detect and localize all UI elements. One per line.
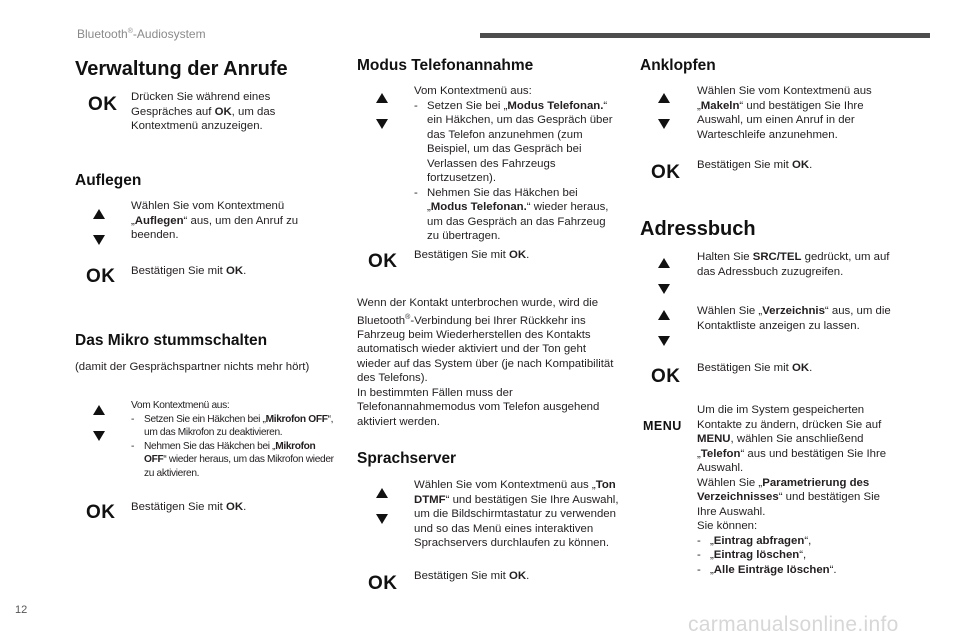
ok-button-icon: OK — [86, 266, 116, 287]
ok-button-icon: OK — [86, 502, 116, 523]
arrow-down-icon — [658, 284, 670, 294]
up-down-arrows-icon — [657, 258, 671, 296]
heading-verwaltung-der-anrufe: Verwaltung der Anrufe — [75, 58, 288, 80]
header-bar — [480, 33, 930, 38]
auflegen-confirm-text: Bestätigen Sie mit OK. — [131, 265, 247, 277]
adressbuch-text-4: Um die im System gespeicherten Kontakte zu ändern, drücken Sie auf MENU, wählen Sie anschließend „Telefon“ aus und bestätigen Sie Ihre Auswahl. Wählen Sie „Parametrierung des Verzeichnisses“ und bestätigen Sie Ihre Auswahl. Sie können: - „Eintrag abfragen“, - „Eintrag löschen“, - „Alle Einträge löschen“. — [697, 403, 902, 577]
arrow-up-icon — [658, 93, 670, 103]
arrow-down-icon — [93, 431, 105, 441]
watermark: carmanualsonline.info — [688, 613, 899, 636]
list-item: - „Eintrag löschen“, — [697, 549, 807, 561]
ok-button-icon: OK — [368, 251, 398, 272]
list-item: - „Alle Einträge löschen“. — [697, 563, 837, 576]
mikro-intro: Vom Kontextmenü aus: — [131, 400, 230, 411]
ok-button-icon: OK — [651, 162, 681, 183]
mikro-instructions — [131, 399, 336, 481]
ok-button-icon: OK — [368, 573, 398, 594]
sprachserver-text: Wählen Sie vom Kontextmenü aus „Ton DTMF“ und bestätigen Sie Ihre Auswahl, um die Bildschirmtastatur zu verwenden und so das Menü eines interaktiven Sprachservers durchlaufen zu können. — [414, 479, 619, 549]
modus-intro: Vom Kontextmenü aus: — [414, 85, 532, 97]
arrow-down-icon — [658, 336, 670, 346]
adressbuch-confirm-text: Bestätigen Sie mit OK. — [697, 362, 813, 374]
arrow-down-icon — [376, 119, 388, 129]
sprachserver-confirm-text: Bestätigen Sie mit OK. — [414, 570, 530, 582]
up-down-arrows-icon — [375, 488, 389, 526]
heading-modus-telefonannahme: Modus Telefonannahme — [357, 57, 534, 74]
list-item: - Setzen Sie bei „Modus Telefonan.“ ein Häkchen, um das Gespräch über das Telefon anzunehmen (zum Beispiel, um das Gespräch bei Verlassen des Fahrzeugs fortzusetzen). — [414, 99, 613, 184]
adressbuch-text-1: Halten Sie SRC/TEL gedrückt, um auf das Adressbuch zuzugreifen. — [697, 251, 890, 278]
arrow-down-icon — [658, 119, 670, 129]
mikro-confirm-text: Bestätigen Sie mit OK. — [131, 501, 247, 513]
up-down-arrows-icon — [92, 209, 106, 247]
arrow-up-icon — [93, 209, 105, 219]
page-number: 12 — [15, 604, 28, 616]
adressbuch-text-2: Wählen Sie „Verzeichnis“ aus, um die Kontaktliste anzeigen zu lassen. — [697, 305, 891, 332]
section-header-label: Bluetooth®-Audiosystem — [77, 27, 206, 41]
heading-adressbuch: Adressbuch — [640, 218, 756, 240]
intro-text: Drücken Sie während eines Gespräches auf OK, um das Kontextmenü anzuzeigen. — [131, 91, 276, 132]
ok-button-icon: OK — [88, 94, 118, 115]
arrow-up-icon — [658, 258, 670, 268]
up-down-arrows-icon — [657, 93, 671, 131]
up-down-arrows-icon — [92, 405, 106, 443]
ok-button-icon: OK — [651, 366, 681, 387]
auflegen-text: Wählen Sie vom Kontextmenü „Auflegen“ aus, um den Anruf zu beenden. — [131, 200, 299, 241]
reconnect-paragraph: Wenn der Kontakt unterbrochen wurde, wird die Bluetooth®-Verbindung bei Ihrer Rückkehr ins Fahrzeug beim Wiederherstellen des Kontakts automatisch wieder aktiviert und der Ton geht wieder auf das System über (je nach Kompatibilität des Telefons). In bestimmten Fällen muss der Telefonannahmemodus vom Telefon ausgehend aktiviert werden. — [357, 297, 614, 428]
modus-confirm-text: Bestätigen Sie mit OK. — [414, 249, 530, 261]
mikro-note: (damit der Gesprächspartner nichts mehr hört) — [75, 361, 310, 373]
arrow-down-icon — [376, 514, 388, 524]
anklopfen-confirm-text: Bestätigen Sie mit OK. — [697, 159, 813, 171]
heading-mikro-stummschalten: Das Mikro stummschalten — [75, 332, 268, 349]
list-item: - Nehmen Sie das Häkchen bei „Modus Telefonan.“ wieder heraus, um das Gespräch an das Fahrzeug zu übertragen. — [414, 186, 609, 242]
up-down-arrows-icon — [375, 93, 389, 131]
arrow-up-icon — [93, 405, 105, 415]
arrow-down-icon — [93, 235, 105, 245]
arrow-up-icon — [376, 93, 388, 103]
heading-auflegen: Auflegen — [75, 172, 142, 189]
list-item: - Setzen Sie ein Häkchen bei „Mikrofon OFF“, um das Mikrofon zu deaktivieren. — [131, 413, 334, 439]
list-item: - Nehmen Sie das Häkchen bei „Mikrofon OFF“ wieder heraus, um das Mikrofon wieder zu aktivieren. — [131, 440, 334, 479]
anklopfen-text: Wählen Sie vom Kontextmenü aus „Makeln“ und bestätigen Sie Ihre Auswahl, um einen Anruf in der Warteschleife anzunehmen. — [697, 85, 872, 141]
up-down-arrows-icon — [657, 310, 671, 348]
modus-instructions — [414, 84, 619, 244]
heading-anklopfen: Anklopfen — [640, 57, 716, 74]
heading-sprachserver: Sprachserver — [357, 450, 457, 467]
list-item: - „Eintrag abfragen“, — [697, 534, 812, 547]
menu-button-icon: MENU — [643, 419, 682, 433]
arrow-up-icon — [658, 310, 670, 320]
arrow-up-icon — [376, 488, 388, 498]
